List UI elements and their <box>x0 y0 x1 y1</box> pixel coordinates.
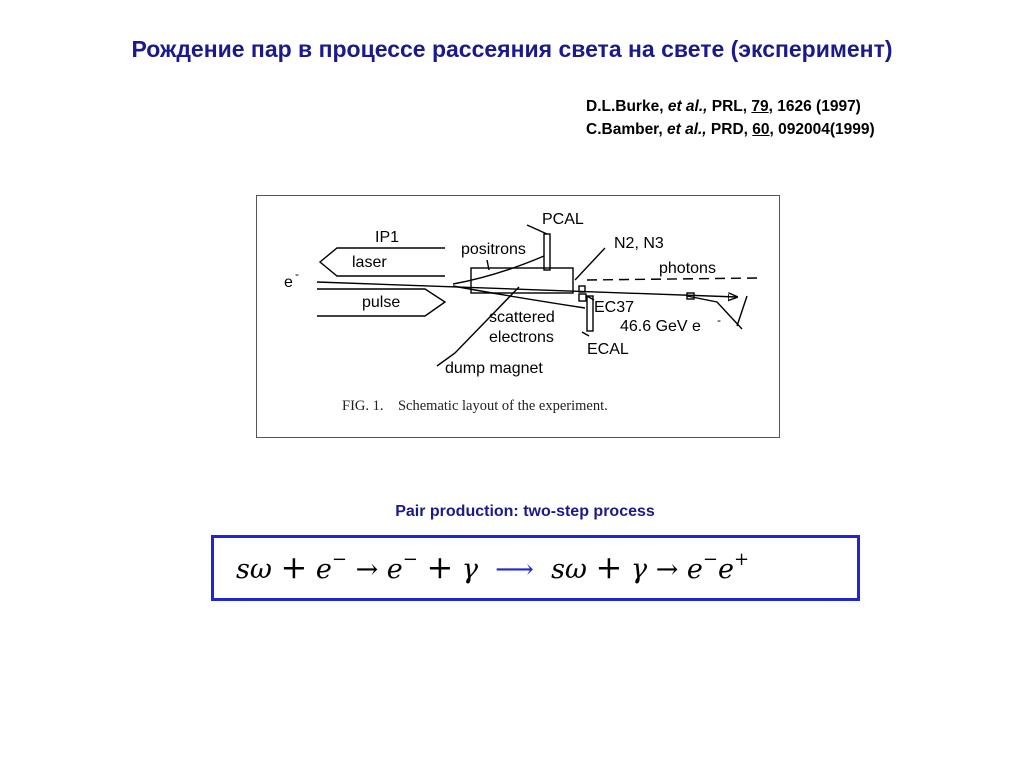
label-photons: photons <box>659 260 716 277</box>
equation-box <box>211 535 860 601</box>
reference-2: C.Bamber, et al., PRD, 60, 092004(1999) <box>586 121 875 138</box>
label-electrons: electrons <box>489 329 554 346</box>
svg-text:-: - <box>295 267 299 281</box>
references <box>586 95 875 141</box>
process-subtitle: Pair production: two-step process <box>395 503 655 520</box>
label-energy: 46.6 GeV e <box>620 318 701 335</box>
experiment-figure <box>256 195 780 438</box>
reaction-equation: sω + e− → e− + γ ⟶ sω + γ → e−e+ <box>236 548 750 586</box>
label-laser: laser <box>352 254 387 271</box>
label-dump: dump magnet <box>445 360 543 377</box>
label-positrons: positrons <box>461 241 526 258</box>
pcal-box <box>544 234 550 270</box>
label-ec37: EC37 <box>594 299 635 316</box>
figure-caption: FIG. 1. Schematic layout of the experiment. <box>342 398 608 414</box>
label-n2n3: N2, N3 <box>614 235 664 252</box>
ecal-box <box>587 296 593 331</box>
label-pulse: pulse <box>362 294 401 311</box>
long-arrow: ⟶ <box>495 554 534 585</box>
reference-1: D.L.Burke, et al., PRL, 79, 1626 (1997) <box>586 98 861 115</box>
experiment-schematic <box>257 196 781 439</box>
label-e-minus: e <box>284 274 293 291</box>
label-ip1: IP1 <box>375 229 400 246</box>
positron-curve <box>453 256 544 284</box>
photon-line <box>587 278 757 280</box>
slide-title: Рождение пар в процессе рассеяния света на свете (эксперимент) <box>131 36 893 62</box>
label-scattered: scattered <box>489 309 555 326</box>
label-pcal: PCAL <box>542 211 584 228</box>
svg-text:-: - <box>717 313 721 327</box>
label-ecal: ECAL <box>587 341 629 358</box>
